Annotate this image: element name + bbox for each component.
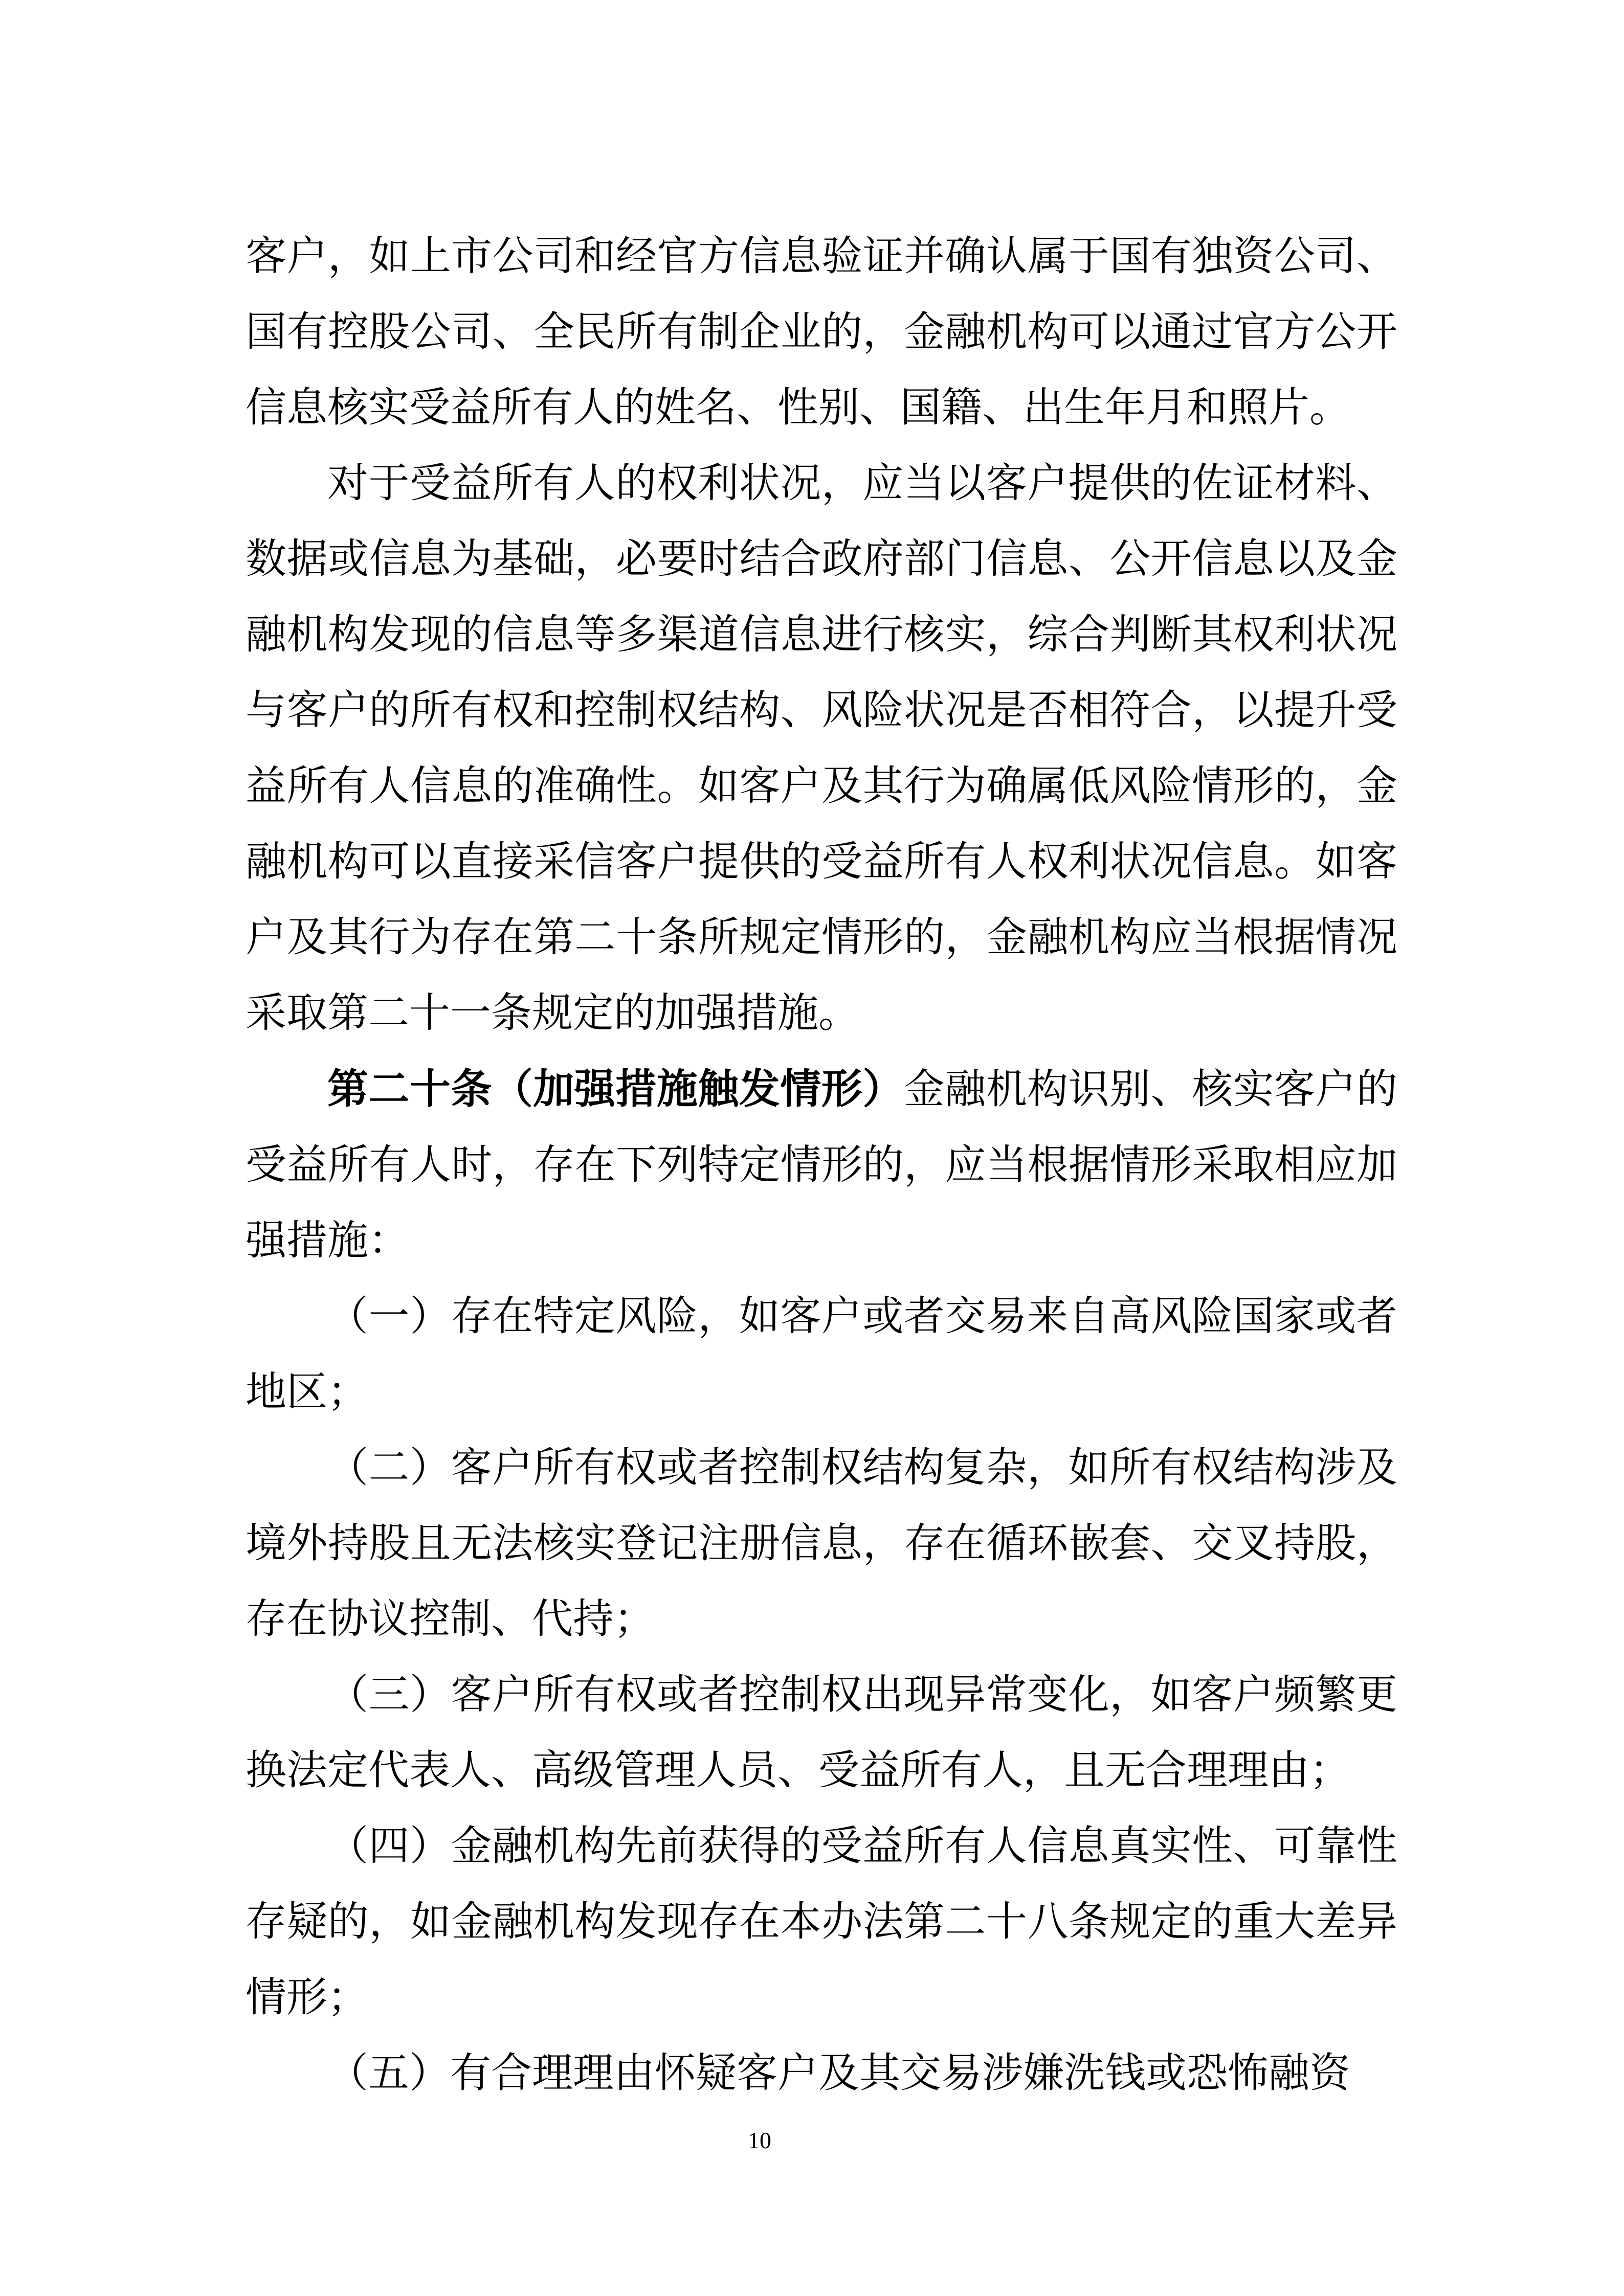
article-20-text: 金融机构识别、核实客户的受益所有人时，存在下列特定情形的，应当根据情形采取相应加强措施： [246, 1067, 1398, 1264]
list-item-text: （一）存在特定风险，如客户或者交易来自高风险国家或者地区； [246, 1294, 1397, 1415]
list-item-text: （五）有合理理由怀疑客户及其交易涉嫌洗钱或恐怖融资 [327, 2051, 1350, 2096]
document-body [246, 219, 1397, 2111]
list-item-4 [246, 1809, 1397, 2036]
paragraph [246, 446, 1397, 1051]
list-item-2 [246, 1430, 1397, 1657]
article-20-heading: 第二十条（加强措施触发情形） [327, 1066, 904, 1112]
list-item-text: （二）客户所有权或者控制权结构复杂，如所有权结构涉及境外持股且无法核实登记注册信息，存在循环嵌套、交叉持股，存在协议控制、代持； [246, 1446, 1397, 1642]
list-item-5 [246, 2036, 1397, 2111]
list-item-1 [246, 1279, 1397, 1430]
paragraph-article-20 [246, 1051, 1397, 1279]
paragraph-continuation [246, 219, 1397, 446]
paragraph-text: 客户，如上市公司和经官方信息验证并确认属于国有独资公司、国有控股公司、全民所有制企业的，金融机构可以通过官方公开信息核实受益所有人的姓名、性别、国籍、出生年月和照片。 [246, 234, 1397, 431]
list-item-3 [246, 1657, 1397, 1809]
page-number: 10 [748, 2127, 771, 2153]
paragraph-text: 对于受益所有人的权利状况，应当以客户提供的佐证材料、数据或信息为基础，必要时结合政府部门信息、公开信息以及金融机构发现的信息等多渠道信息进行核实，综合判断其权利状况与客户的所有权和控制权结构、风险状况是否相符合，以提升受益所有人信息的准确性。如客户及其行为确属低风险情形的，金融机构可以直接采信客户提供的受益所有人权利状况信息。如客户及其行为存在第二十条所规定情形的，金融机构应当根据情况采取第二十一条规定的加强措施。 [246, 461, 1397, 1036]
list-item-text: （四）金融机构先前获得的受益所有人信息真实性、可靠性存疑的，如金融机构发现存在本办法第二十八条规定的重大差异情形； [246, 1824, 1397, 2020]
list-item-text: （三）客户所有权或者控制权出现异常变化，如客户频繁更换法定代表人、高级管理人员、受益所有人，且无合理理由； [246, 1673, 1397, 1793]
